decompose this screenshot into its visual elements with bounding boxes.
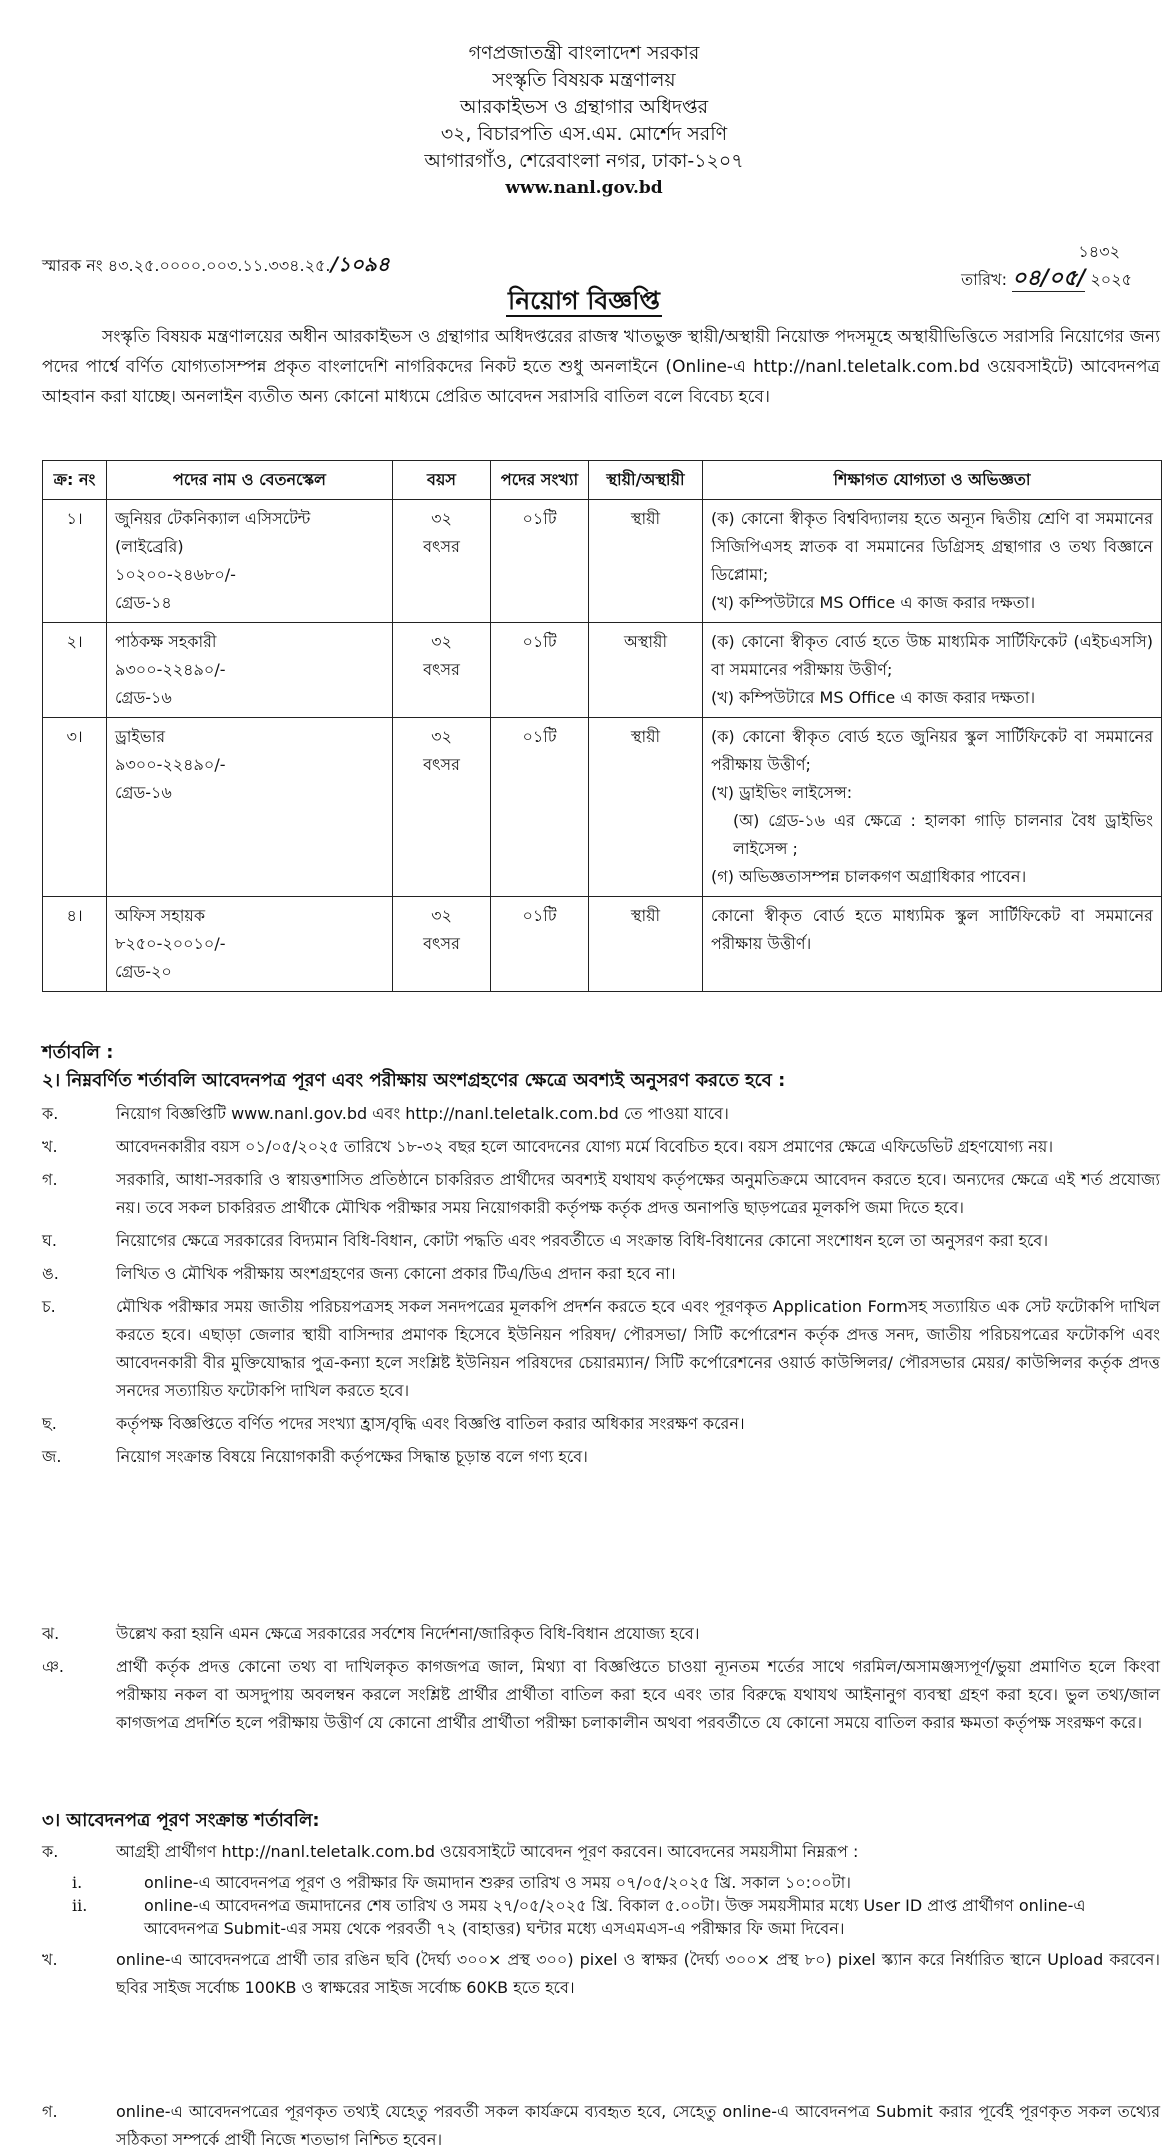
item-mark: খ. [42, 1949, 58, 1969]
table-row [43, 500, 1162, 623]
row-type: স্থায়ী [589, 718, 703, 897]
list-item [42, 1620, 1160, 1648]
age-unit: বৎসর [423, 755, 460, 774]
posts-table [42, 460, 1162, 992]
row-qualification [703, 897, 1162, 992]
grade: গ্রেড-১৬ [115, 688, 172, 707]
date-year: ২০২৫ [1090, 270, 1132, 290]
row-type: অস্থায়ী [589, 623, 703, 718]
memo-handwritten: /১০৯৪ [330, 252, 390, 276]
item-text: মৌখিক পরীক্ষার সময় জাতীয় পরিচয়পত্রসহ সকল সনদপত্রের মূলকপি প্রদর্শন করতে হবে এবং পূরণকৃত Application Formসহ সত্যায়িত এক সেট ফটোকপি দাখিল করতে হবে। এছাড়া জেলার স্থায়ী বাসিন্দার প্রমাণক হিসেবে ইউনিয়ন পরিষদ/ পৌরসভা/ সিটি কর্পোরেশন কর্তৃক প্রদত্ত সনদ, জাতীয় পরিচয়পত্রের ফটোকপি এবং আবেদনকারী বীর মুক্তিযোদ্ধার পুত্র-কন্যা হলে সংশ্লিষ্ট ইউনিয়ন পরিষদের চেয়ারম্যান/ সিটি কর্পোরেশনের ওয়ার্ড কাউন্সিলর/ পৌরসভার মেয়র/ কাউন্সিলর কর্তৃক প্রদত্ত সনদের সত্যায়িত ফটোকপি দাখিল করতে হবে। [116, 1297, 1160, 1400]
list-item [42, 1133, 1160, 1161]
post-name-detail: (লাইব্রেরি) [115, 537, 184, 556]
header-line-department: আরকাইভস ও গ্রন্থাগার অধিদপ্তর [459, 96, 709, 118]
row-qualification [703, 623, 1162, 718]
col-sl: ক্র: নং [43, 461, 107, 500]
row-count: ০১টি [491, 500, 589, 623]
qualification-line: (খ) কম্পিউটারে MS Office এ কাজ করার দক্ষতা। [711, 593, 1036, 612]
col-count: পদের সংখ্যা [491, 461, 589, 500]
header-website: www.nanl.gov.bd [505, 178, 663, 198]
row-count: ০১টি [491, 623, 589, 718]
sub-item-mark: ii. [72, 1896, 88, 1916]
header-line-address: ৩২, বিচারপতি এস.এম. মোর্শেদ সরণি [440, 123, 728, 145]
qualification-line: (ক) কোনো স্বীকৃত বোর্ড হতে উচ্চ মাধ্যমিক সার্টিফিকেট (এইচএসসি) বা সমমানের পরীক্ষায় উত্তীর্ণ; [711, 632, 1153, 679]
grade: গ্রেড-১৪ [115, 593, 172, 612]
item-text: লিখিত ও মৌখিক পরীক্ষায় অংশগ্রহণের জন্য কোনো প্রকার টিএ/ডিএ প্রদান করা হবে না। [116, 1264, 676, 1283]
header-line-government: গণপ্রজাতন্ত্রী বাংলাদেশ সরকার [468, 42, 700, 64]
list-item [42, 1100, 1160, 1128]
conditions-heading: শর্তাবলি : [42, 1042, 114, 1063]
item-text: online-এ আবেদনপত্রের পূরণকৃত তথ্যই যেহেতু পরবর্তী সকল কার্যক্রমে ব্যবহৃত হবে, সেহেতু online-এ আবেদনপত্র Submit করার পূর্বেই পূরণকৃত সকল তথ্যের সঠিকতা সম্পর্কে প্রার্থী নিজে শতভাগ নিশ্চিত হবেন। [116, 2102, 1160, 2149]
row-post [107, 718, 393, 897]
item-mark: গ. [42, 2102, 58, 2121]
section-2-heading: ২। নিম্নবর্ণিত শর্তাবলি আবেদনপত্র পূরণ এবং পরীক্ষায় অংশগ্রহণের ক্ষেত্রে অবশ্যই অনুসরণ করতে হবে : [42, 1070, 786, 1091]
item-text: সরকারি, আধা-সরকারি ও স্বায়ত্তশাসিত প্রতিষ্ঠানে চাকরিরত প্রার্থীদের অবশ্যই যথাযথ কর্তৃপক্ষের অনুমতিক্রমে আবেদন করতে হবে। অন্যদের ক্ষেত্রে এই শর্ত প্রযোজ্য নয়। তবে সকল চাকরিরত প্রার্থীকে মৌখিক পরীক্ষার সময় নিয়োগকারী কর্তৃপক্ষ কর্তৃক প্রদত্ত অনাপত্তি ছাড়পত্রের মূলকপি জমা দিতে হবে। [116, 1170, 1160, 1217]
age-value: ৩২ [431, 727, 452, 746]
row-count: ০১টি [491, 897, 589, 992]
list-item [42, 1410, 1160, 1438]
row-qualification [703, 500, 1162, 623]
sub-item [42, 1871, 1160, 1894]
row-type: স্থায়ী [589, 897, 703, 992]
section-3-heading: ৩। আবেদনপত্র পূরণ সংক্রান্ত শর্তাবলি: [42, 1810, 320, 1831]
item-text: নিয়োগের ক্ষেত্রে সরকারের বিদ্যমান বিধি-বিধান, কোটা পদ্ধতি এবং পরবর্তীতে এ সংক্রান্ত বিধি-বিধানের কোনো সংশোধন হলে তা অনুসরণ করা হবে। [116, 1231, 1049, 1250]
qualification-line: (খ) কম্পিউটারে MS Office এ কাজ করার দক্ষতা। [711, 688, 1036, 707]
qualification-line: (অ) গ্রেড-১৬ এর ক্ষেত্রে : হালকা গাড়ি চালনার বৈধ ড্রাইভিং লাইসেন্স ; [733, 811, 1153, 858]
sub-item-mark: i. [72, 1873, 83, 1892]
col-post: পদের নাম ও বেতনস্কেল [107, 461, 393, 500]
memo-number [42, 250, 390, 279]
item-mark: ঙ. [42, 1264, 59, 1283]
row-post [107, 897, 393, 992]
item-text: আগ্রহী প্রার্থীগণ http://nanl.teletalk.com.bd ওয়েবসাইটে আবেদন পূরণ করবেন। আবেদনের সময়সীমা নিম্নরূপ : [116, 1842, 859, 1861]
list-item [42, 1653, 1160, 1737]
grade: গ্রেড-২০ [115, 962, 172, 981]
item-text: উল্লেখ করা হয়নি এমন ক্ষেত্রে সরকারের সর্বশেষ নির্দেশনা/জারিকৃত বিধি-বিধান প্রযোজ্য হবে। [116, 1624, 700, 1643]
table-row [43, 897, 1162, 992]
post-name: অফিস সহায়ক [115, 906, 206, 925]
date-handwritten: ০৪/০৫/ [1012, 265, 1086, 292]
pay-scale: ৯৩০০-২২৪৯০/- [115, 755, 226, 774]
list-item [42, 1838, 1160, 1866]
office-header [0, 40, 1168, 202]
pay-scale: ৯৩০০-২২৪৯০/- [115, 660, 226, 679]
grade: গ্রেড-১৬ [115, 783, 172, 802]
row-sl: ৪। [43, 897, 107, 992]
item-text: নিয়োগ সংক্রান্ত বিষয়ে নিয়োগকারী কর্তৃপক্ষের সিদ্ধান্ত চূড়ান্ত বলে গণ্য হবে। [116, 1447, 588, 1466]
qualification-line: (ক) কোনো স্বীকৃত বিশ্ববিদ্যালয় হতে অন্যূন দ্বিতীয় শ্রেণি বা সমমানের সিজিপিএসহ স্নাতক বা সমমানের ডিগ্রিসহ গ্রন্থাগার ও তথ্য বিজ্ঞানে ডিপ্লোমা; [711, 509, 1153, 584]
row-age [393, 897, 491, 992]
item-mark: চ. [42, 1297, 56, 1316]
section-2-items [42, 1100, 1160, 1476]
row-post [107, 623, 393, 718]
col-qualification: শিক্ষাগত যোগ্যতা ও অভিজ্ঞতা [703, 461, 1162, 500]
item-mark: ঞ. [42, 1657, 64, 1676]
item-mark: ক. [42, 1104, 59, 1123]
age-unit: বৎসর [423, 934, 460, 953]
qualification-line: (গ) অভিজ্ঞতাসম্পন্ন চালকগণ অগ্রাধিকার পাবেন। [711, 867, 1027, 886]
age-value: ৩২ [431, 906, 452, 925]
row-age [393, 718, 491, 897]
row-qualification [703, 718, 1162, 897]
post-name: পাঠকক্ষ সহকারী [115, 632, 217, 651]
item-text: নিয়োগ বিজ্ঞপ্তিটি www.nanl.gov.bd এবং http://nanl.teletalk.com.bd তে পাওয়া যাবে। [116, 1104, 729, 1123]
post-name: জুনিয়র টেকনিক্যাল এসিসটেন্ট [115, 509, 311, 528]
age-unit: বৎসর [423, 660, 460, 679]
bangla-year: ১৪৩২ [1078, 242, 1120, 261]
age-value: ৩২ [431, 632, 452, 651]
header-line-ministry: সংস্কৃতি বিষয়ক মন্ত্রণালয় [492, 69, 676, 91]
sub-item-text: online-এ আবেদনপত্র জমাদানের শেষ তারিখ ও সময় ২৭/০৫/২০২৫ খ্রি. বিকাল ৫.০০টা। উক্ত সময়সীমার মধ্যে User ID প্রাপ্ত প্রার্থীগণ online-এ আবেদনপত্র Submit-এর সময় থেকে পরবর্তী ৭২ (বাহাত্তর) ঘন্টার মধ্যে এসএমএস-এ পরীক্ষার ফি জমা দিবেন। [144, 1896, 1086, 1939]
pay-scale: ৮২৫০-২০০১০/- [115, 934, 226, 953]
item-text: আবেদনকারীর বয়স ০১/০৫/২০২৫ তারিখে ১৮-৩২ বছর হলে আবেদনের যোগ্য মর্মে বিবেচিত হবে। বয়স প্রমাণের ক্ষেত্রে এফিডেভিট গ্রহণযোগ্য নয়। [116, 1137, 1054, 1156]
item-mark: ঘ. [42, 1231, 57, 1250]
item-mark: ছ. [42, 1414, 57, 1433]
item-mark: ঝ. [42, 1624, 60, 1643]
row-age [393, 500, 491, 623]
age-value: ৩২ [431, 509, 452, 528]
row-count: ০১টি [491, 718, 589, 897]
item-text: online-এ আবেদনপত্রে প্রার্থী তার রঙিন ছবি (দৈর্ঘ্য ৩০০× প্রস্থ ৩০০) pixel ও স্বাক্ষর (দৈর্ঘ্য ৩০০× প্রস্থ ৮০) pixel স্ক্যান করে নির্ধারিত স্থানে Upload করবেন। ছবির সাইজ সর্বোচ্চ 100KB ও স্বাক্ষরের সাইজ সর্বোচ্চ 60KB হতে হবে। [116, 1949, 1160, 1997]
table-row [43, 623, 1162, 718]
table-header-row [43, 461, 1162, 500]
age-unit: বৎসর [423, 537, 460, 556]
list-item [42, 1227, 1160, 1255]
sub-item [42, 1894, 1160, 1940]
qualification-line: (ক) কোনো স্বীকৃত বোর্ড হতে জুনিয়র স্কুল সার্টিফিকেট বা সমমানের পরীক্ষায় উত্তীর্ণ; [711, 727, 1153, 774]
item-mark: গ. [42, 1170, 58, 1189]
row-age [393, 623, 491, 718]
qualification-line: কোনো স্বীকৃত বোর্ড হতে মাধ্যমিক স্কুল সার্টিফিকেট বা সমমানের পরীক্ষায় উত্তীর্ণ। [711, 906, 1153, 953]
sub-item-text: online-এ আবেদনপত্র পূরণ ও পরীক্ষার ফি জমাদান শুরুর তারিখ ও সময় ০৭/০৫/২০২৫ খ্রি. সকাল ১০:০০টা। [144, 1873, 851, 1892]
item-text: কর্তৃপক্ষ বিজ্ঞপ্তিতে বর্ণিত পদের সংখ্যা হ্রাস/বৃদ্ধি এবং বিজ্ঞপ্তি বাতিল করার অধিকার সংরক্ষণ করেন। [116, 1414, 745, 1433]
list-item [42, 1946, 1160, 2002]
table-row [43, 718, 1162, 897]
pay-scale: ১০২০০-২৪৬৮০/- [115, 565, 236, 584]
row-sl: ২। [43, 623, 107, 718]
list-item [42, 1443, 1160, 1471]
cut-off-item [42, 2098, 1160, 2149]
list-item [42, 1293, 1160, 1405]
list-item [42, 1260, 1160, 1288]
item-text: প্রার্থী কর্তৃক প্রদত্ত কোনো তথ্য বা দাখিলকৃত কাগজপত্র জাল, মিথ্যা বা বিজ্ঞপ্তিতে চাওয়া ন্যূনতম শর্তের সাথে গরমিল/অসামঞ্জস্যপূর্ণ/ভুয়া প্রমাণিত হলে কিংবা পরীক্ষায় নকল বা অসদুপায় অবলম্বন করলে সংশ্লিষ্ট প্রার্থীর প্রার্থীতা বাতিল করা হবে এবং তার বিরুদ্ধে যথাযথ আইনানুগ ব্যবস্থা গ্রহণ করা হবে। ভুল তথ্য/জাল কাগজপত্র প্রদর্শিত হলে পরীক্ষায় উত্তীর্ণ যে কোনো প্রার্থীর প্রার্থীতা পরীক্ষা চলাকালীন অথবা পরবর্তীতে যে কোনো সময়ে বাতিল করার ক্ষমতা কর্তৃপক্ষ সংরক্ষণ করে। [116, 1657, 1160, 1732]
section-2-items-continued [42, 1620, 1160, 1742]
row-type: স্থায়ী [589, 500, 703, 623]
list-item [42, 1166, 1160, 1222]
col-type: স্থায়ী/অস্থায়ী [589, 461, 703, 500]
post-name: ড্রাইভার [115, 727, 166, 746]
date-label: তারিখ: [961, 270, 1007, 290]
item-mark: ক. [42, 1842, 59, 1861]
qualification-line: (খ) ড্রাইভিং লাইসেন্স: [711, 783, 853, 802]
list-item [42, 2098, 1160, 2154]
section-3-items [42, 1838, 1160, 2007]
row-sl: ১। [43, 500, 107, 623]
col-age: বয়স [393, 461, 491, 500]
item-mark: খ. [42, 1137, 58, 1156]
intro-paragraph: সংস্কৃতি বিষয়ক মন্ত্রণালয়ের অধীন আরকাইভস ও গ্রন্থাগার অধিদপ্তরের রাজস্ব খাতভুক্ত স্থায়ী/অস্থায়ী নিয়োক্ত পদসমূহে অস্থায়ীভিত্তিতে সরাসরি নিয়োগের জন্য পদের পার্শ্বে বর্ণিত যোগ্যতাসম্পন্ন প্রকৃত বাংলাদেশি নাগরিকদের নিকট হতে শুধু অনলাইনে (Online-এ http://nanl.teletalk.com.bd ওয়েবসাইটে) আবেদনপত্র আহবান করা যাচ্ছে। অনলাইন ব্যতীত অন্য কোনো মাধ্যমে প্রেরিত আবেদন সরাসরি বাতিল বলে বিবেচ্য হবে। [42, 327, 1160, 407]
header-line-area: আগারগাঁও, শেরেবাংলা নগর, ঢাকা-১২০৭ [424, 150, 744, 172]
memo-label: স্মারক নং ৪৩.২৫.০০০০.০০৩.১১.৩৩৪.২৫. [42, 256, 331, 275]
row-sl: ৩। [43, 718, 107, 897]
notice-title: নিয়োগ বিজ্ঞপ্তি [508, 286, 660, 315]
row-post [107, 500, 393, 623]
item-mark: জ. [42, 1447, 62, 1466]
